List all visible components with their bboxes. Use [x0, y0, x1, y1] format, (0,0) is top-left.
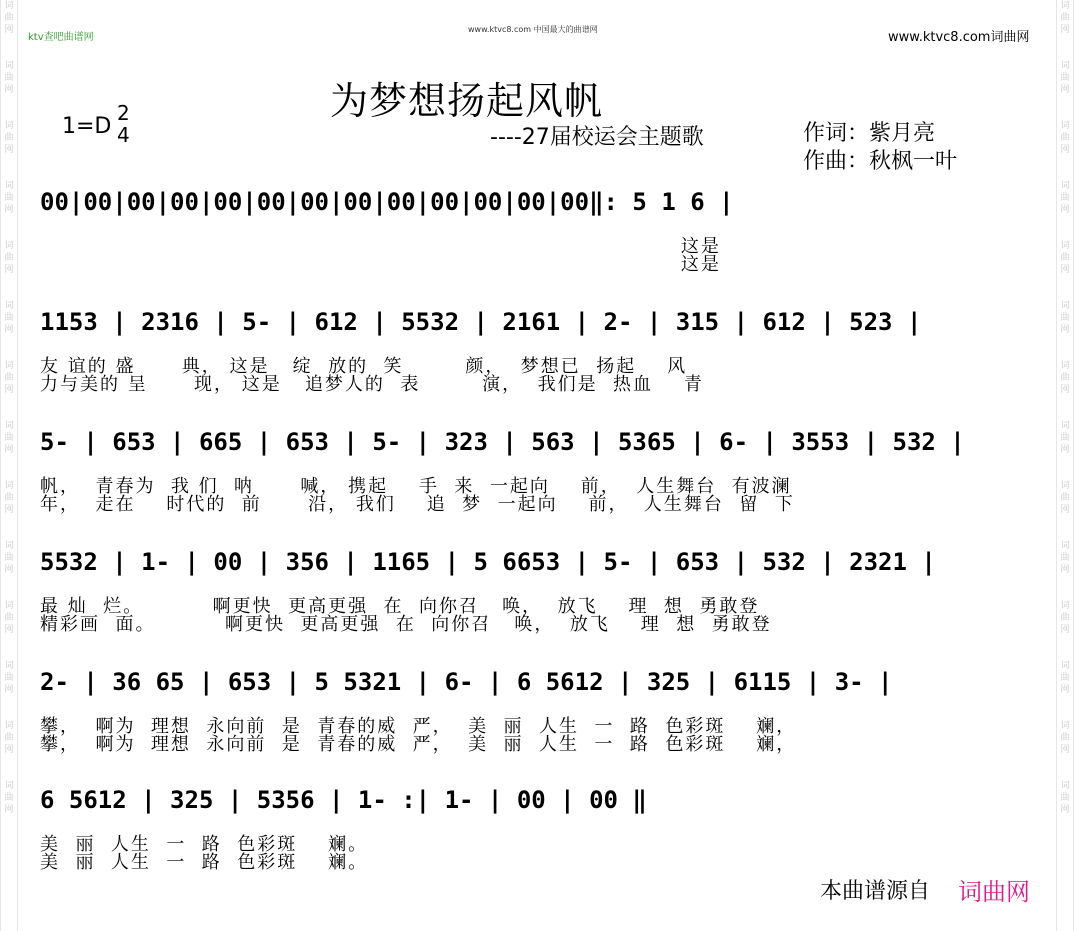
watermark-char: 词	[1060, 661, 1070, 671]
watermark-gap	[1057, 336, 1073, 360]
watermark-char: 词	[1060, 781, 1070, 791]
watermark-char: 曲	[4, 253, 14, 263]
watermark-char: 词	[4, 541, 14, 551]
watermark-char: 词	[4, 1, 14, 11]
watermark-char: 网	[1060, 325, 1070, 335]
watermark-gap	[1057, 36, 1073, 60]
watermark-char: 网	[1060, 625, 1070, 635]
watermark-gap	[1, 216, 17, 240]
watermark-gap	[1057, 156, 1073, 180]
watermark-gap	[1, 276, 17, 300]
score-line-2	[40, 308, 1035, 398]
watermark-gap	[1057, 456, 1073, 480]
watermark-char: 曲	[4, 133, 14, 143]
watermark-char: 曲	[4, 313, 14, 323]
composer-credit: 作曲：秋枫一叶	[803, 149, 958, 174]
score-line-3	[40, 428, 1035, 518]
song-subtitle: ----27届校运会主题歌	[490, 125, 704, 150]
watermark-char: 网	[1060, 445, 1070, 455]
watermark-gap	[1, 516, 17, 540]
watermark-char: 网	[1060, 685, 1070, 695]
watermark-gap	[1057, 696, 1073, 720]
lyric-verse-1: 这是	[40, 236, 721, 257]
watermark-char: 词	[1060, 61, 1070, 71]
watermark-char: 词	[4, 301, 14, 311]
watermark-char: 曲	[1060, 493, 1070, 503]
watermark-char: 网	[1060, 565, 1070, 575]
watermark-char: 网	[4, 805, 14, 815]
watermark-char: 网	[4, 205, 14, 215]
watermark-char: 网	[4, 265, 14, 275]
watermark-char: 曲	[1060, 733, 1070, 743]
watermark-char: 网	[1060, 145, 1070, 155]
note-row: 6 5612 | 325 | 5356 | 1- :| 1- | 00 | 00 ‖	[40, 786, 647, 814]
watermark-char: 词	[4, 421, 14, 431]
watermark-char: 网	[1060, 85, 1070, 95]
source-credit: 本曲谱源自	[820, 879, 931, 904]
watermark-char: 曲	[4, 553, 14, 563]
watermark-left: ktv查吧曲谱网	[28, 32, 94, 43]
watermark-gap	[1, 816, 17, 840]
watermark-char: 词	[1060, 181, 1070, 191]
watermark-char: 曲	[4, 673, 14, 683]
watermark-gap	[1, 756, 17, 780]
watermark-gap	[1057, 816, 1073, 840]
lyric-verse-1: 最 灿 烂。 啊更快 更高更强 在 向你召 唤， 放飞 理 想 勇敢登	[40, 596, 760, 617]
lyric-verse-2: 这是	[40, 254, 721, 275]
time-signature-bottom: 4	[117, 123, 130, 147]
watermark-char: 曲	[4, 73, 14, 83]
watermark-char: 词	[4, 481, 14, 491]
note-row: 00|00|00|00|00|00|00|00|00|00|00|00|00‖: 5 1 6 |	[40, 188, 734, 216]
watermark-char: 词	[4, 121, 14, 131]
lyric-verse-2: 力与美的 呈 现， 这是 追梦人的 表 演， 我们是 热血 青	[40, 374, 704, 395]
lyric-verse-1: 美 丽 人生 一 路 色彩斑 斓。	[40, 834, 369, 855]
watermark-char: 曲	[4, 193, 14, 203]
watermark-char: 网	[4, 745, 14, 755]
watermark-gap	[1057, 396, 1073, 420]
watermark-char: 曲	[4, 433, 14, 443]
source-site-link[interactable]: 词曲网	[958, 878, 1030, 906]
note-row: 1153 | 2316 | 5- | 612 | 5532 | 2161 | 2- | 315 | 612 | 523 |	[40, 308, 922, 336]
watermark-char: 网	[4, 25, 14, 35]
watermark-char: 网	[4, 505, 14, 515]
lyric-verse-1: 帆， 青春为 我 们 呐 喊， 携起 手 来 一起向 前， 人生舞台 有波澜	[40, 476, 792, 497]
watermark-char: 词	[1060, 361, 1070, 371]
watermark-center: www.ktvc8.com 中国最大的曲谱网	[468, 25, 598, 34]
watermark-char: 曲	[4, 13, 14, 23]
watermark-gap	[1, 636, 17, 660]
watermark-char: 网	[4, 385, 14, 395]
right-watermark-strip	[1056, 0, 1074, 931]
watermark-char: 词	[1060, 121, 1070, 131]
lyric-verse-1: 友 谊的 盛 典， 这是 绽 放的 笑 颜， 梦想已 扬起 风	[40, 356, 688, 377]
watermark-char: 网	[1060, 385, 1070, 395]
note-row: 5- | 653 | 665 | 653 | 5- | 323 | 563 | 5365 | 6- | 3553 | 532 |	[40, 428, 965, 456]
left-watermark-strip	[0, 0, 18, 931]
watermark-char: 曲	[4, 793, 14, 803]
time-signature	[117, 102, 130, 146]
watermark-char: 曲	[1060, 313, 1070, 323]
watermark-gap	[1, 36, 17, 60]
watermark-gap	[1057, 576, 1073, 600]
watermark-char: 网	[4, 625, 14, 635]
watermark-char: 曲	[1060, 133, 1070, 143]
lyric-verse-2: 攀， 啊为 理想 永向前 是 青春的威 严， 美 丽 人生 一 路 色彩斑 斓，	[40, 734, 797, 755]
watermark-right: www.ktvc8.com词曲网	[888, 30, 1030, 45]
watermark-char: 曲	[1060, 193, 1070, 203]
watermark-char: 曲	[4, 733, 14, 743]
watermark-char: 网	[4, 145, 14, 155]
watermark-char: 网	[1060, 265, 1070, 275]
lyric-verse-2: 美 丽 人生 一 路 色彩斑 斓。	[40, 852, 369, 873]
score-line-4	[40, 548, 1035, 638]
watermark-char: 曲	[1060, 613, 1070, 623]
score-line-1	[40, 188, 1035, 278]
lyric-verse-2: 年， 走在 时代的 前 沿， 我们 追 梦 一起向 前， 人生舞台 留 下	[40, 494, 795, 515]
watermark-char: 曲	[4, 373, 14, 383]
watermark-char: 网	[1060, 805, 1070, 815]
note-row: 2- | 36 65 | 653 | 5 5321 | 6- | 6 5612 | 325 | 6115 | 3- |	[40, 668, 893, 696]
watermark-char: 网	[4, 85, 14, 95]
time-signature-top: 2	[117, 101, 130, 125]
watermark-gap	[1, 696, 17, 720]
watermark-char: 曲	[1060, 13, 1070, 23]
score-line-5	[40, 668, 1035, 758]
watermark-char: 曲	[4, 493, 14, 503]
watermark-char: 词	[4, 61, 14, 71]
watermark-char: 词	[4, 661, 14, 671]
watermark-gap	[1057, 636, 1073, 660]
watermark-gap	[1057, 276, 1073, 300]
watermark-char: 曲	[1060, 253, 1070, 263]
watermark-char: 词	[4, 181, 14, 191]
watermark-char: 词	[1060, 241, 1070, 251]
watermark-char: 词	[1060, 301, 1070, 311]
watermark-char: 词	[4, 241, 14, 251]
watermark-char: 曲	[1060, 73, 1070, 83]
watermark-gap	[1, 576, 17, 600]
watermark-char: 曲	[1060, 373, 1070, 383]
watermark-char: 曲	[1060, 673, 1070, 683]
watermark-gap	[1, 336, 17, 360]
watermark-char: 曲	[1060, 553, 1070, 563]
score-line-6	[40, 786, 1035, 876]
watermark-gap	[1057, 96, 1073, 120]
watermark-char: 网	[4, 325, 14, 335]
watermark-char: 网	[4, 685, 14, 695]
watermark-char: 网	[4, 445, 14, 455]
watermark-char: 网	[4, 565, 14, 575]
watermark-gap	[1057, 756, 1073, 780]
watermark-gap	[1057, 216, 1073, 240]
watermark-char: 词	[1060, 541, 1070, 551]
watermark-char: 曲	[4, 613, 14, 623]
watermark-gap	[1, 456, 17, 480]
watermark-char: 词	[4, 721, 14, 731]
watermark-char: 网	[1060, 205, 1070, 215]
watermark-char: 词	[4, 781, 14, 791]
watermark-char: 网	[1060, 745, 1070, 755]
watermark-char: 网	[1060, 25, 1070, 35]
watermark-char: 词	[1060, 481, 1070, 491]
watermark-char: 词	[4, 601, 14, 611]
watermark-char: 词	[1060, 721, 1070, 731]
watermark-char: 词	[1060, 1, 1070, 11]
song-title: 为梦想扬起风帆	[330, 79, 604, 123]
watermark-char: 词	[4, 361, 14, 371]
lyric-verse-2: 精彩画 面。 啊更快 更高更强 在 向你召 唤， 放飞 理 想 勇敢登	[40, 614, 772, 635]
lyric-verse-1: 攀， 啊为 理想 永向前 是 青春的威 严， 美 丽 人生 一 路 色彩斑 斓，	[40, 716, 797, 737]
lyricist-credit: 作词：紫月亮	[803, 121, 936, 146]
watermark-gap	[1, 156, 17, 180]
watermark-gap	[1057, 516, 1073, 540]
watermark-char: 词	[1060, 601, 1070, 611]
watermark-char: 词	[1060, 421, 1070, 431]
watermark-gap	[1, 96, 17, 120]
note-row: 5532 | 1- | 00 | 356 | 1165 | 5 6653 | 5- | 653 | 532 | 2321 |	[40, 548, 936, 576]
key-signature: 1=D	[62, 114, 112, 139]
watermark-gap	[1, 396, 17, 420]
watermark-char: 曲	[1060, 433, 1070, 443]
watermark-char: 网	[1060, 505, 1070, 515]
watermark-char: 曲	[1060, 793, 1070, 803]
